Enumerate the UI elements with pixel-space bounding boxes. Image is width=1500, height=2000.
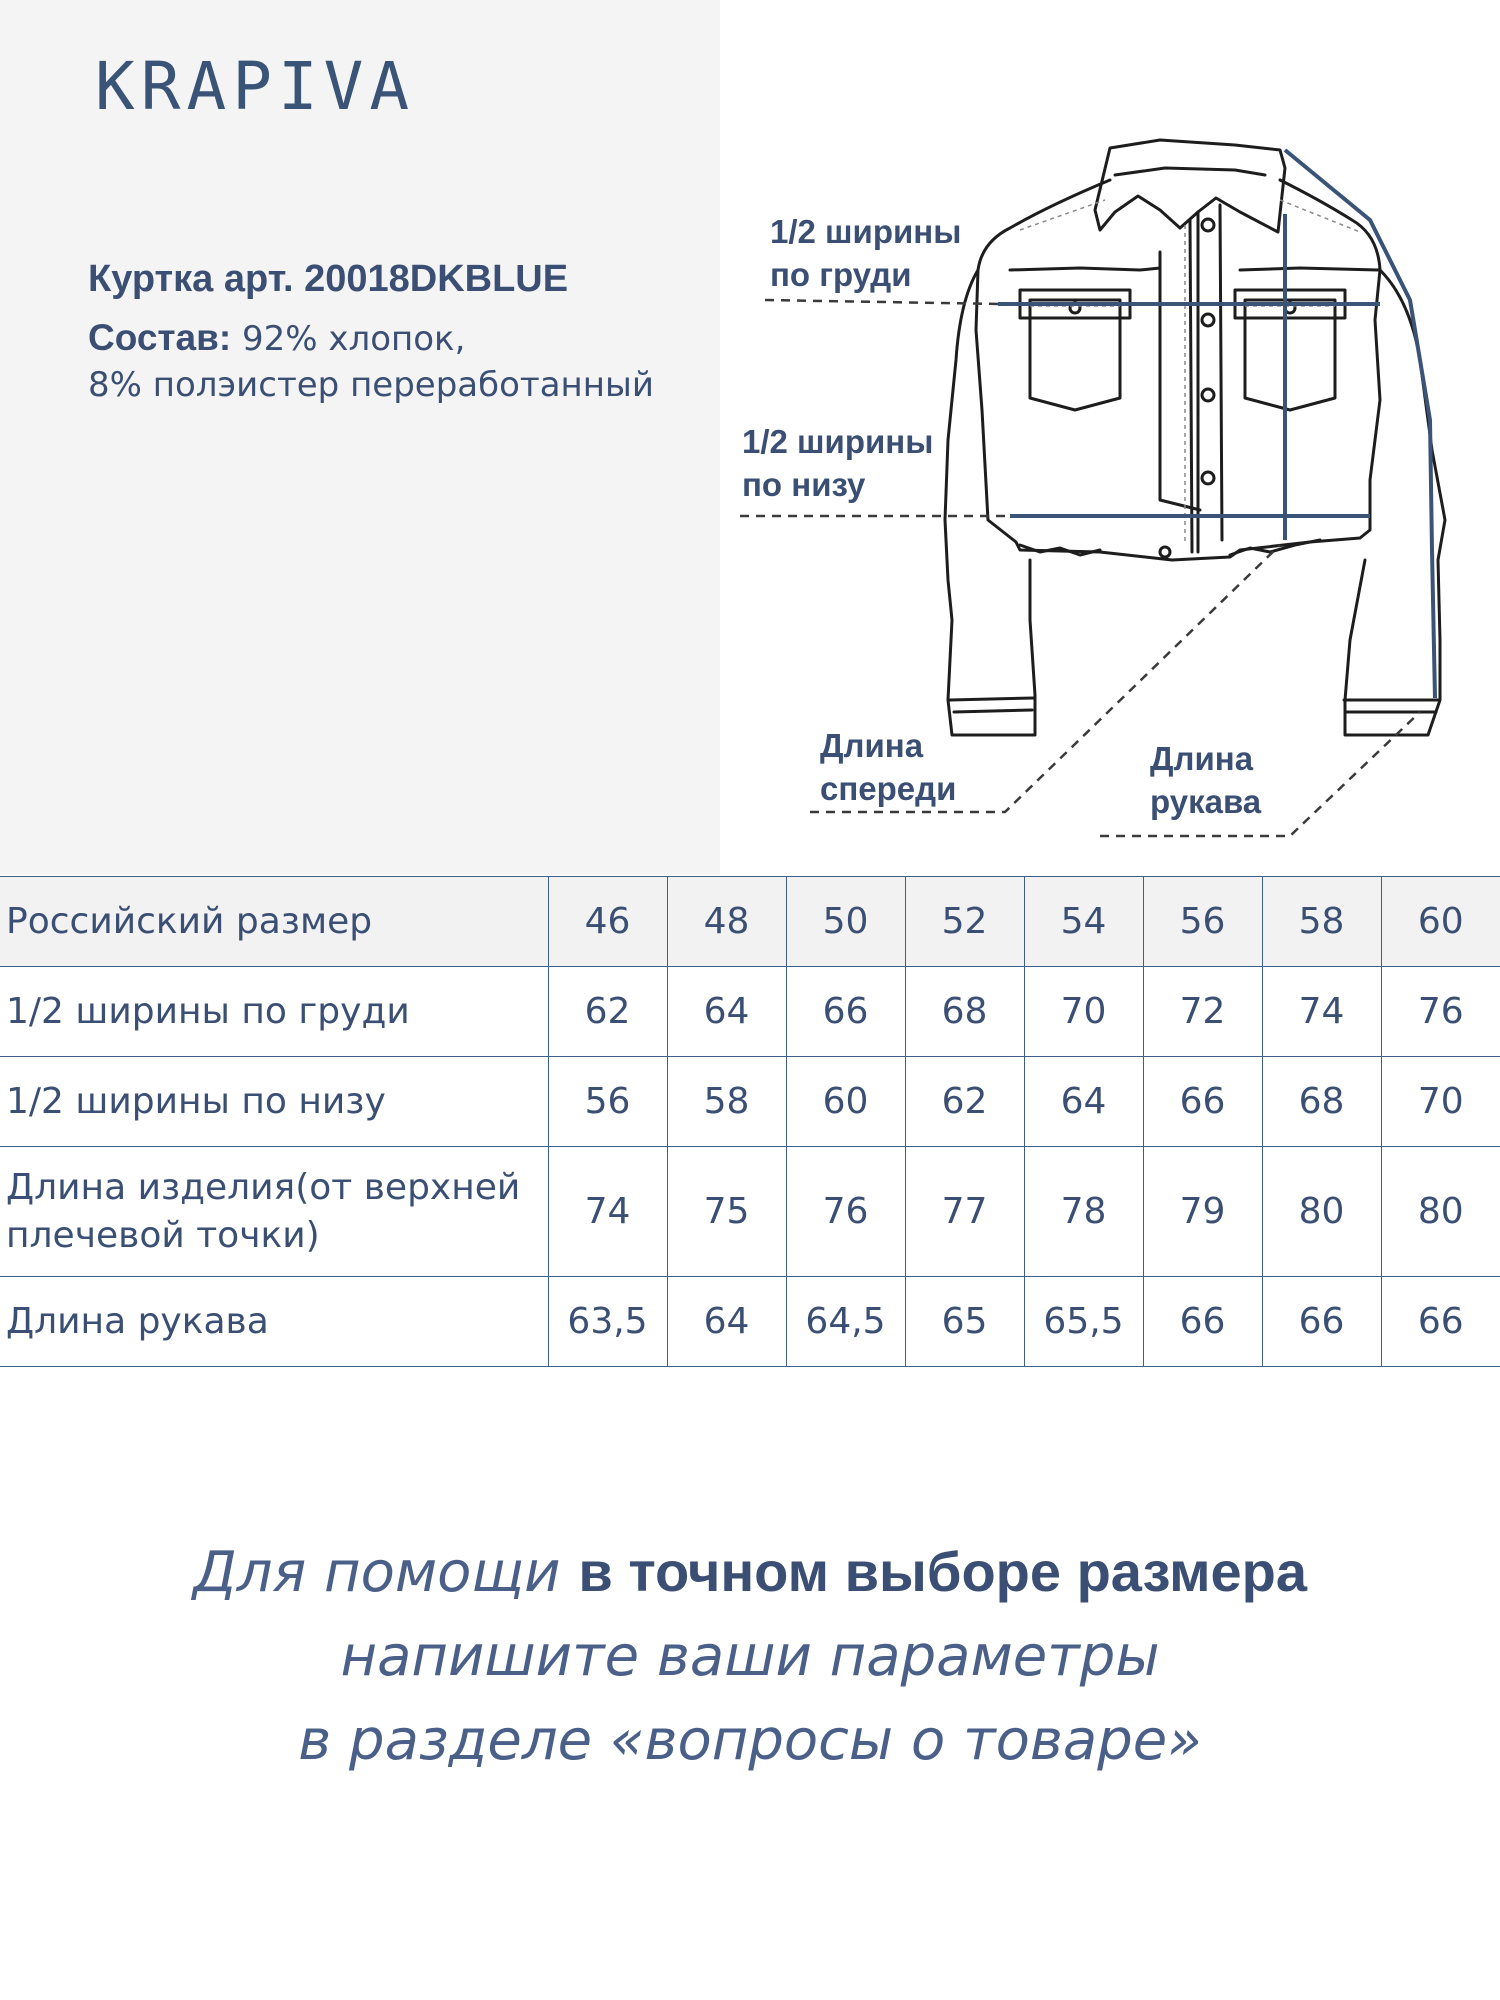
table-cell: 68 (905, 967, 1024, 1057)
size-cell: 60 (1381, 877, 1500, 967)
footer-line2: напишите ваши параметры (340, 1624, 1160, 1689)
sleeve-length-label-line1: Длина (1150, 740, 1254, 777)
table-row (0, 967, 1500, 1057)
table-row (0, 1057, 1500, 1147)
front-length-label (820, 724, 956, 810)
table-cell: 72 (1143, 967, 1262, 1057)
table-cell: 64 (667, 1277, 786, 1367)
size-cell: 58 (1262, 877, 1381, 967)
row-label-line1: Длина изделия(от верхней (6, 1166, 521, 1208)
sleeve-measure-line (1285, 150, 1435, 698)
info-panel (0, 0, 720, 875)
footer-line1-bold: в точном выборе размера (578, 1540, 1307, 1603)
table-cell: 80 (1262, 1147, 1381, 1277)
size-cell: 48 (667, 877, 786, 967)
chest-width-label-line1: 1/2 ширины (770, 213, 962, 250)
table-cell: 65 (905, 1277, 1024, 1367)
table-cell: 64 (1024, 1057, 1143, 1147)
table-cell: 56 (548, 1057, 667, 1147)
table-cell: 65,5 (1024, 1277, 1143, 1367)
table-cell: 66 (786, 967, 905, 1057)
table-cell: 64 (667, 967, 786, 1057)
row-label: 1/2 ширины по груди (0, 967, 548, 1057)
front-length-label-line1: Длина (820, 727, 924, 764)
table-cell: 70 (1024, 967, 1143, 1057)
table-header-row (0, 877, 1500, 967)
size-cell: 52 (905, 877, 1024, 967)
table-cell: 77 (905, 1147, 1024, 1277)
table-row (0, 1147, 1500, 1277)
size-cell: 56 (1143, 877, 1262, 967)
row-label: 1/2 ширины по низу (0, 1057, 548, 1147)
footer-line3: в разделе «вопросы о товаре» (298, 1708, 1202, 1773)
size-cell: 46 (548, 877, 667, 967)
table-row (0, 1277, 1500, 1367)
table-cell: 79 (1143, 1147, 1262, 1277)
composition-label: Состав: (88, 317, 232, 358)
hem-width-label-line2: по низу (742, 466, 866, 503)
table-cell: 76 (1381, 967, 1500, 1057)
table-cell: 62 (548, 967, 667, 1057)
table-cell: 63,5 (548, 1277, 667, 1367)
table-cell: 75 (667, 1147, 786, 1277)
table-cell: 76 (786, 1147, 905, 1277)
table-cell: 78 (1024, 1147, 1143, 1277)
footer-line1-italic: Для помощи (193, 1540, 579, 1605)
table-cell: 68 (1262, 1057, 1381, 1147)
sleeve-length-label (1150, 737, 1261, 823)
size-cell: 50 (786, 877, 905, 967)
composition (88, 315, 708, 408)
table-cell: 80 (1381, 1147, 1500, 1277)
composition-line2: 8% полэистер переработанный (88, 365, 654, 405)
table-cell: 74 (1262, 967, 1381, 1057)
row-label-line2: плечевой точки) (6, 1214, 320, 1256)
hem-width-label (742, 420, 933, 506)
table-cell: 66 (1381, 1277, 1500, 1367)
table-cell: 74 (548, 1147, 667, 1277)
table-cell: 58 (667, 1057, 786, 1147)
chest-width-label-line2: по груди (770, 256, 912, 293)
header-label: Российский размер (0, 877, 548, 967)
table-cell: 66 (1143, 1057, 1262, 1147)
table-cell: 62 (905, 1057, 1024, 1147)
hem-width-label-line1: 1/2 ширины (742, 423, 934, 460)
table-cell: 64,5 (786, 1277, 905, 1367)
brand-logo: KRAPIVA (95, 48, 416, 125)
size-cell: 54 (1024, 877, 1143, 967)
row-label: Длина рукава (0, 1277, 548, 1367)
front-length-label-line2: спереди (820, 770, 957, 807)
table-cell: 66 (1262, 1277, 1381, 1367)
size-table (0, 876, 1500, 1367)
composition-line1: 92% хлопок, (231, 319, 466, 359)
table-cell: 70 (1381, 1057, 1500, 1147)
footer-note (0, 1530, 1500, 1783)
table-cell: 66 (1143, 1277, 1262, 1367)
chest-width-label (770, 210, 961, 296)
table-cell: 60 (786, 1057, 905, 1147)
product-title: Куртка арт. 20018DKBLUE (88, 258, 569, 300)
row-label (0, 1147, 548, 1277)
sleeve-length-label-line2: рукава (1150, 783, 1262, 820)
